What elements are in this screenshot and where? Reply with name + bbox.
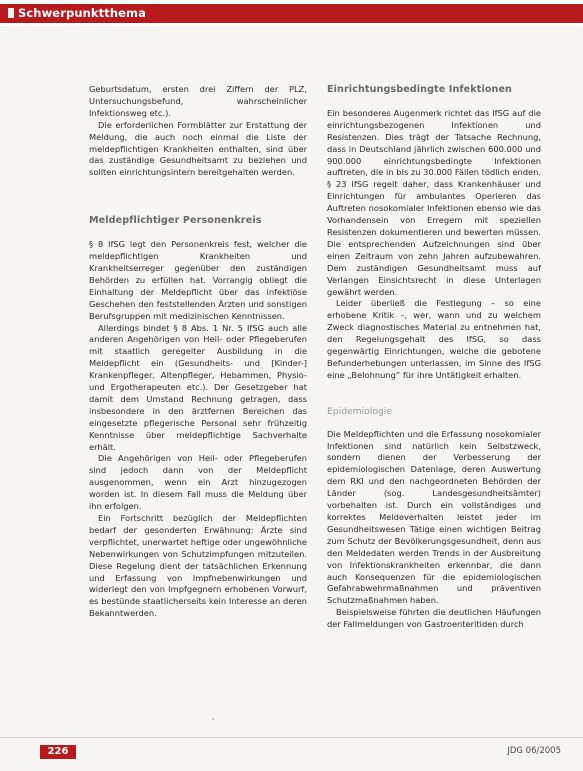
spacer <box>89 179 307 215</box>
section-marker-icon <box>8 8 14 18</box>
section-title: Schwerpunktthema <box>18 6 146 20</box>
section-subheading: Epidemiologie <box>327 405 393 417</box>
section-heading: Einrichtungsbedingte Infektionen <box>327 84 512 95</box>
paragraph: Die Angehörigen von Heil- oder Pflegeberufen sind jedoch dann von der Meldepflicht ausgenommen, wenn ein Arzt hinzugezogen worden ist. In diesem Fall muss die Meldung über ihn erfolgen. <box>89 453 307 512</box>
footer-rule <box>0 737 583 738</box>
left-column <box>89 84 307 620</box>
paragraph: Allerdings bindet § 8 Abs. 1 Nr. 5 IfSG auch alle anderen Angehörigen von Heil- oder Pflegeberufen mit staatlich geregelter Ausbildung in die Meldepflicht ein (Gesundheits- und [Kinder-] Krankenpfleger, Altenpfleger, Hebammen, Physio- und Ergotherapeuten etc.). Der Gesetzgeber hat damit dem Umstand Rechnung getragen, dass insbesondere in den ärztfernen Bereichen das eingesetzte pflegerische Personal sehr frühzeitig Kenntnisse über meldepflichtige Sachverhalte erhält. <box>89 322 307 452</box>
print-mark <box>212 718 214 720</box>
paragraph: § 8 IfSG legt den Personenkreis fest, welcher die meldepflichtigen Krankheiten und Krankheitserreger gegenüber den zuständigen Behörden zu erfüllen hat. Vorrangig obliegt die Einhaltung der Meldepflicht über das infektiöse Geschehen den feststellenden Ärzten und sonstigen Berufsgruppen mit medizinischen Kenntnissen. <box>89 239 307 321</box>
page-number: 226 <box>40 745 76 759</box>
issue-label: JDG 06/2005 <box>507 746 561 756</box>
paragraph: Geburtsdatum, ersten drei Ziffern der PLZ, Untersuchungsbefund, wahrscheinlicher Infektionsweg etc.). <box>89 84 307 118</box>
paragraph: Leider überließ die Festlegung – so eine erhobene Kritik –, wer, wann und zu welchem Zweck diagnostisches Material zu entnehmen hat, den Regelungsgehalt des IfSG, so dass gegenwärtig Einrichtungen, welche die gebotene Befunderhebungen unterlassen, im Sinne des IfSG eine „Belohnung“ für ihre Untätigkeit erhalten. <box>327 298 541 380</box>
paragraph: Ein besonderes Augenmerk richtet das IfSG auf die einrichtungsbezogenen Infektionen und Resistenzen. Dies trägt der Tatsache Rechnung, dass in Deutschland jährlich zwischen 600.000 und 900.000 einrichtungsbedingte Infektionen auftreten, die in bis zu 30.000 Fällen tödlich enden. § 23 IfSG regelt daher, dass Krankenhäuser und Einrichtungen für ambulantes Operieren das Auftreten nosokomialer Infektionen ebenso wie das Vorhandensein von Erregern mit speziellen Resistenzen dokumentieren und bewerten müssen. Die entsprechenden Aufzeichnungen sind über einen Zeitraum von zehn Jahren aufzubewahren. Dem zuständigen Gesundheitsamt muss auf Verlangen Einsichtsrecht in diese Unterlagen gewährt werden. <box>327 107 541 297</box>
paragraph: Die erforderlichen Formblätter zur Erstattung der Meldung, die auch noch einmal die Liste der meldepflichtigen Krankheiten enthalten, sind über das zuständige Gesundheitsamt zu beziehen und sollten einrichtungsintern bereitgehalten werden. <box>89 119 307 178</box>
paragraph: Ein Fortschritt bezüglich der Meldepflichten bedarf der gesonderten Erwähnung: Ärzte sind verpflichtet, unerwartet heftige oder ungewöhnliche Nebenwirkungen von Schutzimpfungen mitzuteilen. Diese Regelung dient der tatsächlichen Erkennung und Erfassung von Impfnebenwirkungen und widerlegt den von Impfgegnern erhobenen Vorwurf, es bestünde staatlicherseits kein Interesse an deren Bekanntwerden. <box>89 513 307 619</box>
spacer <box>327 382 541 406</box>
section-heading: Meldepflichtiger Personenkreis <box>89 215 262 227</box>
paragraph: Die Meldepflichten und die Erfassung nosokomialer Infektionen sind natürlich kein Selbstzweck, sondern dienen der Verbesserung der epidemiologischen Datenlage, deren Auswertung dem RKI und den nachgeordneten Behörden der Länder (sog. Landesgesundheitsämter) vorbehalten ist. Durch ein vollständiges und korrektes Meldeverhalten leistet jeder im Gesundheitswesen Tätige einen wichtigen Beitrag zum Schutz der Bevölkerungsgesundheit, denn aus den Meldedaten werden Trends in der Ausbreitung von Infektionskrankheiten erkennbar, die dann auch Konsequenzen für die epidemiologischen Gefahrabwehrmaßnahmen und präventiven Schutzmaßnahmen haben. <box>327 428 541 606</box>
right-column <box>327 84 541 631</box>
paragraph: Beispielsweise führten die deutlichen Häufungen der Fallmeldungen von Gastroenteritiden durch <box>327 607 541 630</box>
